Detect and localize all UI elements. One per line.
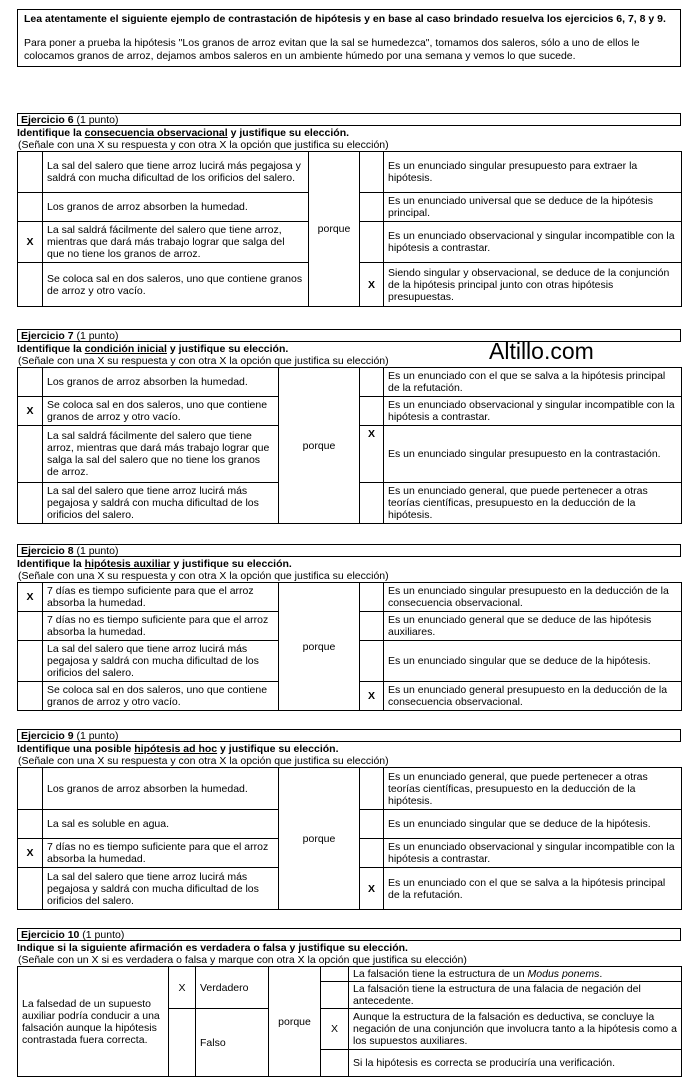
justification-mark-cell[interactable] [360,152,384,193]
justification-mark-cell[interactable] [360,583,384,612]
intro-lead: Lea atentamente el siguiente ejemplo de contrastación de hipótesis y en base al caso brindado resuelva los ejercicios 6, 7, 8 y 9. [24,13,666,25]
justification-option: La falsación tiene la estructura de una falacia de negación del antecedente. [349,982,682,1009]
answer-table [17,367,682,524]
justification-option: Es un enunciado general presupuesto en la deducción de la consecuencia observacional. [384,682,682,711]
answer-option: La sal del salero que tiene arroz lucirá más pegajosa y saldrá con mucha dificultad de los orificios del salero. [43,868,279,910]
answer-table [17,582,682,711]
justification-mark-cell[interactable]: X [360,682,384,711]
answer-option: 7 días es tiempo suficiente para que el arroz absorba la humedad. [43,583,279,612]
answer-mark-cell[interactable] [18,682,43,711]
exercise-note: (Señale con una X su respuesta y con otra X la opción que justifica su elección) [18,139,389,151]
exercise-instruction: Identifique la condición inicial y justifique su elección. [17,343,289,355]
answer-option: Se coloca sal en dos saleros, uno que contiene granos de arroz y otro vacío. [43,682,279,711]
answer-option: La sal del salero que tiene arroz lucirá más pegajosa y saldrá con mucha dificultad de los orificios del salero. [43,641,279,682]
false-mark-cell[interactable] [169,1009,196,1077]
answer-option: La sal es soluble en agua. [43,810,279,839]
answer-mark-cell[interactable]: X [18,839,43,868]
answer-option: Se coloca sal en dos saleros, uno que contiene granos de arroz y otro vacío. [43,263,309,307]
exercise-9 [17,729,681,910]
exercise-instruction: Identifique la consecuencia observacional y justifique su elección. [17,127,350,139]
justification-option: Es un enunciado singular que se deduce de la hipótesis. [384,810,682,839]
justification-mark-cell[interactable] [360,641,384,682]
exercise-title: Ejercicio 10 (1 punto) [17,928,681,941]
justification-mark-cell[interactable]: X [360,263,384,307]
justification-mark-cell[interactable] [321,982,349,1009]
justification-mark-cell[interactable]: X [360,868,384,910]
answer-mark-cell[interactable] [18,152,43,193]
true-label: Verdadero [196,967,269,1009]
answer-mark-cell[interactable] [18,263,43,307]
answer-table [17,767,682,910]
justification-mark-cell[interactable]: X [360,426,384,483]
answer-option: Se coloca sal en dos saleros, uno que contiene granos de arroz y otro vacío. [43,397,279,426]
justification-option: Es un enunciado observacional y singular incompatible con la hipótesis a contrastar. [384,397,682,426]
exercise-instruction: Identifique una posible hipótesis ad hoc y justifique su elección. [17,743,339,755]
answer-option: La sal del salero que tiene arroz lucirá más pegajosa y saldrá con mucha dificultad de los orificios del salero. [43,483,279,524]
justification-mark-cell[interactable] [360,612,384,641]
exercise-note: (Señale con una X su respuesta y con otra X la opción que justifica su elección) [18,355,389,367]
justification-mark-cell[interactable] [360,222,384,263]
justification-option: Es un enunciado observacional y singular incompatible con la hipótesis a contrastar. [384,222,682,263]
answer-mark-cell[interactable]: X [18,222,43,263]
answer-option: La sal saldrá fácilmente del salero que tiene arroz, mientras que dará más trabajo lograr que salga del que no tiene los granos de arroz. [43,222,309,263]
porque-label: porque [279,768,360,910]
porque-label: porque [279,583,360,711]
answer-option: La sal del salero que tiene arroz lucirá más pegajosa y saldrá con mucha dificultad de los orificios del salero. [43,152,309,193]
watermark: Altillo.com [489,338,594,364]
false-label: Falso [196,1009,269,1077]
answer-mark-cell[interactable] [18,641,43,682]
answer-option: 7 días no es tiempo suficiente para que el arroz absorba la humedad. [43,839,279,868]
exercise-instruction: Indique si la siguiente afirmación es verdadera o falsa y justifique su elección. [17,942,408,954]
justification-option: Es un enunciado con el que se salva a la hipótesis principal de la refutación. [384,868,682,910]
exercise-10 [17,928,681,1077]
answer-mark-cell[interactable]: X [18,583,43,612]
exercise-note: (Señale con una X su respuesta y con otra X la opción que justifica su elección) [18,755,389,767]
answer-mark-cell[interactable] [18,426,43,483]
intro-body: Para poner a prueba la hipótesis "Los granos de arroz evitan que la sal se humedezca", tomamos dos saleros, sólo a uno de ellos le colocamos granos de arroz, dejamos ambos saleros en un ambiente húmedo por una semana y vemos lo que sucede. [24,37,640,62]
exercise-8 [17,544,681,711]
exercise-6 [17,113,681,307]
answer-mark-cell[interactable] [18,768,43,810]
justification-option: Es un enunciado singular presupuesto en la deducción de la consecuencia observacional. [384,583,682,612]
answer-option: Los granos de arroz absorben la humedad. [43,193,309,222]
answer-mark-cell[interactable] [18,483,43,524]
porque-label: porque [279,368,360,524]
porque-label: porque [309,152,360,307]
justification-mark-cell[interactable] [321,967,349,982]
exercise-note: (Señale con un X si es verdadera o falsa y marque con otra X la opción que justifica su elección) [18,954,467,966]
exercise-title: Ejercicio 8 (1 punto) [17,544,681,557]
justification-option: Es un enunciado general, que puede pertenecer a otras teorías científicas, presupuesto en la deducción de la hipótesis. [384,768,682,810]
justification-option: Siendo singular y observacional, se deduce de la conjunción de la hipótesis principal junto con otras hipótesis presupuestas. [384,263,682,307]
answer-mark-cell[interactable] [18,368,43,397]
answer-option: Los granos de arroz absorben la humedad. [43,768,279,810]
true-mark-cell[interactable]: X [169,967,196,1009]
justification-option: Aunque la estructura de la falsación es deductiva, se concluye la negación de una conjunción que involucra tanto a la hipótesis como a los supuestos auxiliares. [349,1009,682,1050]
exercise-note: (Señale con una X su respuesta y con otra X la opción que justifica su elección) [18,570,389,582]
intro-box [17,9,681,67]
exercise-title: Ejercicio 6 (1 punto) [17,113,681,126]
justification-mark-cell[interactable] [360,810,384,839]
exercise-title: Ejercicio 7 (1 punto) [17,329,681,342]
answer-option: 7 días no es tiempo suficiente para que el arroz absorba la humedad. [43,612,279,641]
justification-mark-cell[interactable] [360,397,384,426]
answer-option: La sal saldrá fácilmente del salero que tiene arroz, mientras que dará más trabajo lograr que salga la sal del salero que no tiene los granos de arroz. [43,426,279,483]
justification-option: Es un enunciado con el que se salva a la hipótesis principal de la refutación. [384,368,682,397]
answer-mark-cell[interactable]: X [18,397,43,426]
justification-option: La falsación tiene la estructura de un Modus ponems. [349,967,682,982]
exercise-title: Ejercicio 9 (1 punto) [17,729,681,742]
justification-mark-cell[interactable] [321,1050,349,1077]
answer-table [17,966,682,1077]
justification-mark-cell[interactable] [360,768,384,810]
justification-mark-cell[interactable] [360,193,384,222]
justification-option: Es un enunciado universal que se deduce de la hipótesis principal. [384,193,682,222]
statement: La falsedad de un supuesto auxiliar podría conducir a una falsación aunque la hipótesis contrastada fuera correcta. [18,967,169,1077]
answer-mark-cell[interactable] [18,193,43,222]
justification-mark-cell[interactable] [360,368,384,397]
justification-option: Es un enunciado general, que puede pertenecer a otras teorías científicas, presupuesto en la deducción de la hipótesis. [384,483,682,524]
exercise-instruction: Identifique la hipótesis auxiliar y justifique su elección. [17,558,292,570]
answer-mark-cell[interactable] [18,612,43,641]
justification-option: Es un enunciado singular que se deduce de la hipótesis. [384,641,682,682]
porque-label: porque [269,967,321,1077]
answer-mark-cell[interactable] [18,868,43,910]
justification-option: Si la hipótesis es correcta se produciría una verificación. [349,1050,682,1077]
answer-table [17,151,682,307]
exercise-7 [17,329,681,524]
answer-option: Los granos de arroz absorben la humedad. [43,368,279,397]
justification-option: Es un enunciado observacional y singular incompatible con la hipótesis a contrastar. [384,839,682,868]
justification-mark-cell[interactable] [360,839,384,868]
answer-mark-cell[interactable] [18,810,43,839]
justification-mark-cell[interactable] [360,483,384,524]
justification-option: Es un enunciado general que se deduce de las hipótesis auxiliares. [384,612,682,641]
justification-mark-cell[interactable]: X [321,1009,349,1050]
justification-option: Es un enunciado singular presupuesto para extraer la hipótesis. [384,152,682,193]
justification-option: Es un enunciado singular presupuesto en la contrastación. [384,426,682,483]
